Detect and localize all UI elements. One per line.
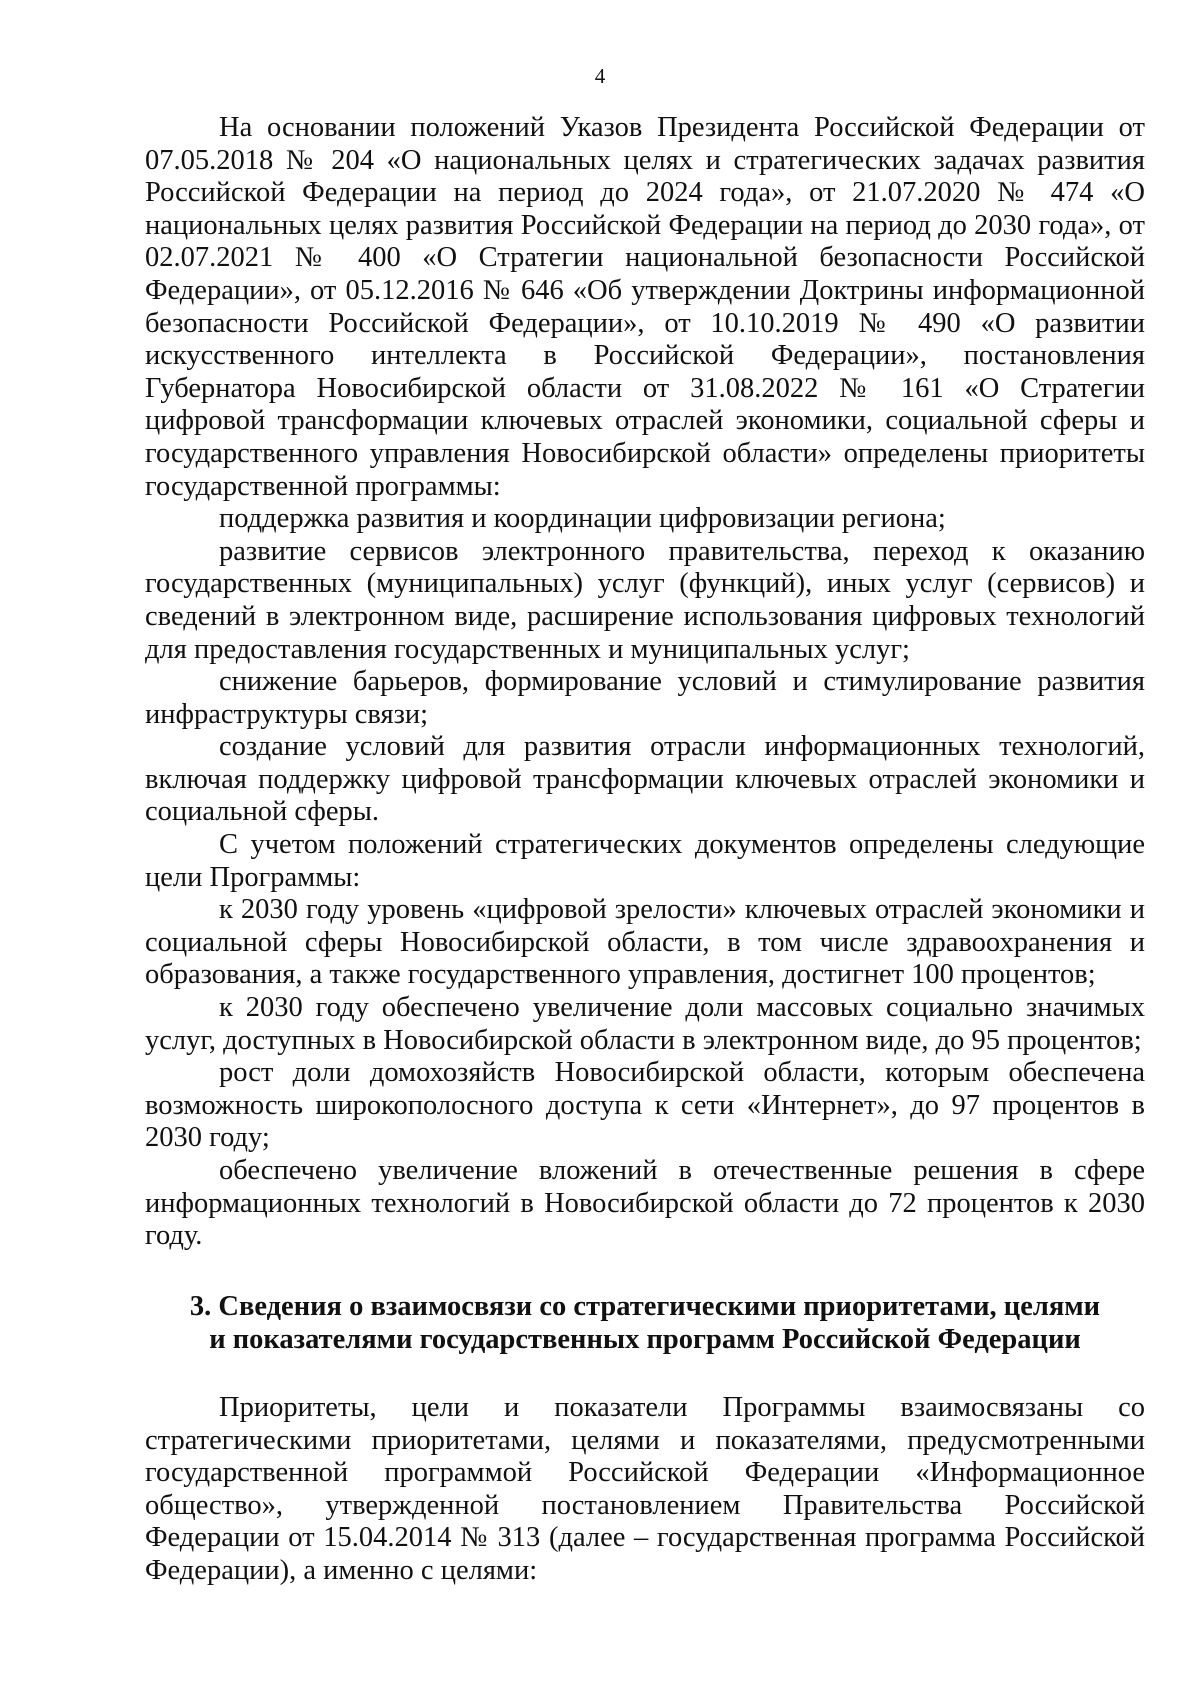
section-heading-line-1: 3. Сведения о взаимосвязи со стратегическими приоритетами, целями [189,1291,1101,1322]
paragraph-goal-2: к 2030 году обеспечено увеличение доли массовых социально значимых услуг, доступных в Новосибирской области в электронном виде, до 95 процентов; [145,992,1145,1056]
paragraph-priority-3: снижение барьеров, формирование условий и стимулирование развития инфраструктуры связи; [145,666,1145,730]
page-number: 4 [594,64,606,88]
paragraph-priority-4: создание условий для развития отрасли информационных технологий, включая поддержку цифровой трансформации ключевых отраслей экономики и социальной сферы. [145,731,1145,828]
paragraph-goal-4: обеспечено увеличение вложений в отечественные решения в сфере информационных технологий в Новосибирской области до 72 процентов к 2030 году. [145,1155,1145,1252]
document-body [145,112,1145,1253]
paragraph-priority-1: поддержка развития и координации цифровизации региона; [219,503,946,535]
paragraph-section-3: Приоритеты, цели и показатели Программы взаимосвязаны со стратегическими приоритетами, целями и показателями, предусмотренными государственной программой Российской Федерации «Информационное общество», утвержденной постановлением Правительства Российской Федерации от 15.04.2014 № 313 (далее – государственная программа Российской Федерации), а именно с целями: [145,1392,1145,1586]
paragraph-priority-2: развитие сервисов электронного правительства, переход к оказанию государственных (муниципальных) услуг (функций), иных услуг (сервисов) и сведений в электронном виде, расширение использования цифровых технологий для предоставления государственных и муниципальных услуг; [145,535,1145,665]
paragraph-goals-intro: С учетом положений стратегических документов определены следующие цели Программы: [145,829,1145,893]
section-heading-line-2: и показателями государственных программ Российской Федерации [209,1324,1081,1355]
paragraph-goal-1: к 2030 году уровень «цифровой зрелости» ключевых отраслей экономики и социальной сферы Новосибирской области, в том числе здравоохранения и образования, а также государственного управления, достигнет 100 процентов; [145,894,1145,991]
paragraph-goal-3: рост доли домохозяйств Новосибирской области, которым обеспечена возможность широкополосного доступа к сети «Интернет», до 97 процентов в 2030 году; [145,1057,1145,1154]
section-heading [145,1290,1145,1356]
paragraph-priorities-basis: На основании положений Указов Президента Российской Федерации от 07.05.2018 № 204 «О национальных целях и стратегических задачах развития Российской Федерации на период до 2024 года», от 21.07.2020 № 474 «О национальных целях развития Российской Федерации на период до 2030 года», от 02.07.2021 № 400 «О Стратегии национальной безопасности Российской Федерации», от 05.12.2016 № 646 «Об утверждении Доктрины информационной безопасности Российской Федерации», от 10.10.2019 № 490 «О развитии искусственного интеллекта в Российской Федерации», постановления Губернатора Новосибирской области от 31.08.2022 № 161 «О Стратегии цифровой трансформации ключевых отраслей экономики, социальной сферы и государственного управления Новосибирской области» определены приоритеты государственной программы: [145,112,1145,502]
section-body [145,1392,1145,1588]
